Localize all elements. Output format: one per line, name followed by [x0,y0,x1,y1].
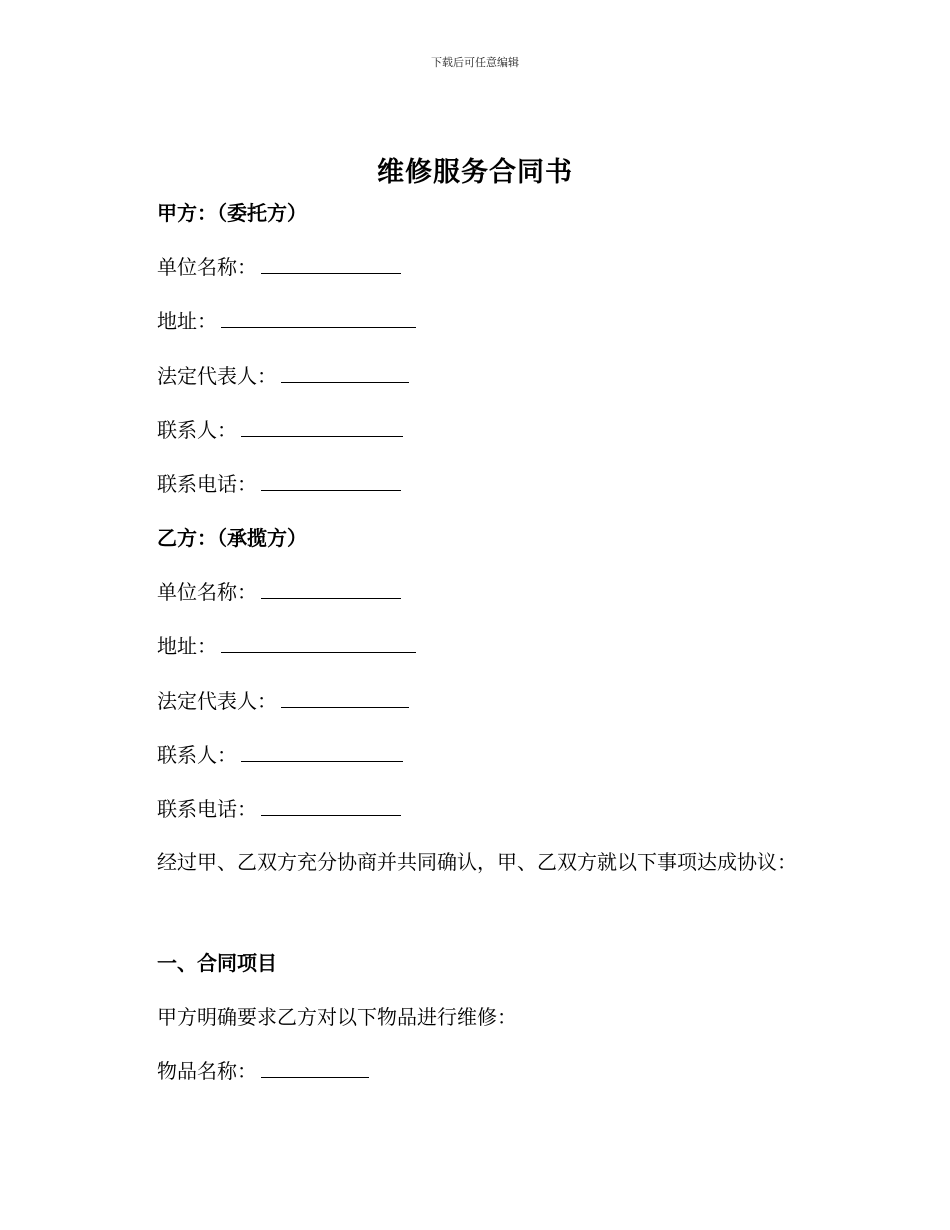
field-label: 单位名称： [157,255,257,279]
party-a-unit-name-row [157,253,401,281]
field-label: 地址： [157,309,217,333]
intro-paragraph: 经过甲、乙双方充分协商并共同确认，甲、乙双方就以下事项达成协议： [157,850,797,874]
field-label: 法定代表人： [157,364,277,388]
party-b-heading: 乙方：（承揽方） [157,526,307,550]
blank-line [281,362,409,383]
blank-line [241,416,403,437]
blank-line [221,307,416,328]
blank-line [221,632,416,653]
field-label: 法定代表人： [157,689,277,713]
blank-line [281,687,409,708]
section-1-heading: 一、合同项目 [157,951,277,975]
blank-line [261,253,401,274]
field-label: 联系电话： [157,797,257,821]
document-title: 维修服务合同书 [377,157,573,188]
party-b-unit-name-row [157,578,401,606]
party-a-legal-rep-row [157,362,409,390]
section-1-body: 甲方明确要求乙方对以下物品进行维修： [157,1005,517,1029]
blank-line [261,1057,369,1078]
party-b-legal-rep-row [157,687,409,715]
field-label: 联系电话： [157,472,257,496]
field-label: 物品名称： [157,1059,257,1083]
party-a-phone-row [157,470,401,498]
party-b-address-row [157,632,416,660]
blank-line [261,795,401,816]
header-note: 下载后可任意编辑 [431,56,519,69]
field-label: 单位名称： [157,580,257,604]
field-label: 地址： [157,634,217,658]
field-label: 联系人： [157,743,237,767]
party-b-phone-row [157,795,401,823]
party-a-contact-row [157,416,403,444]
blank-line [261,578,401,599]
party-a-address-row [157,307,416,335]
blank-line [261,470,401,491]
party-b-contact-row [157,741,403,769]
blank-line [241,741,403,762]
item-name-row [157,1057,369,1085]
field-label: 联系人： [157,418,237,442]
party-a-heading: 甲方：（委托方） [157,201,307,225]
